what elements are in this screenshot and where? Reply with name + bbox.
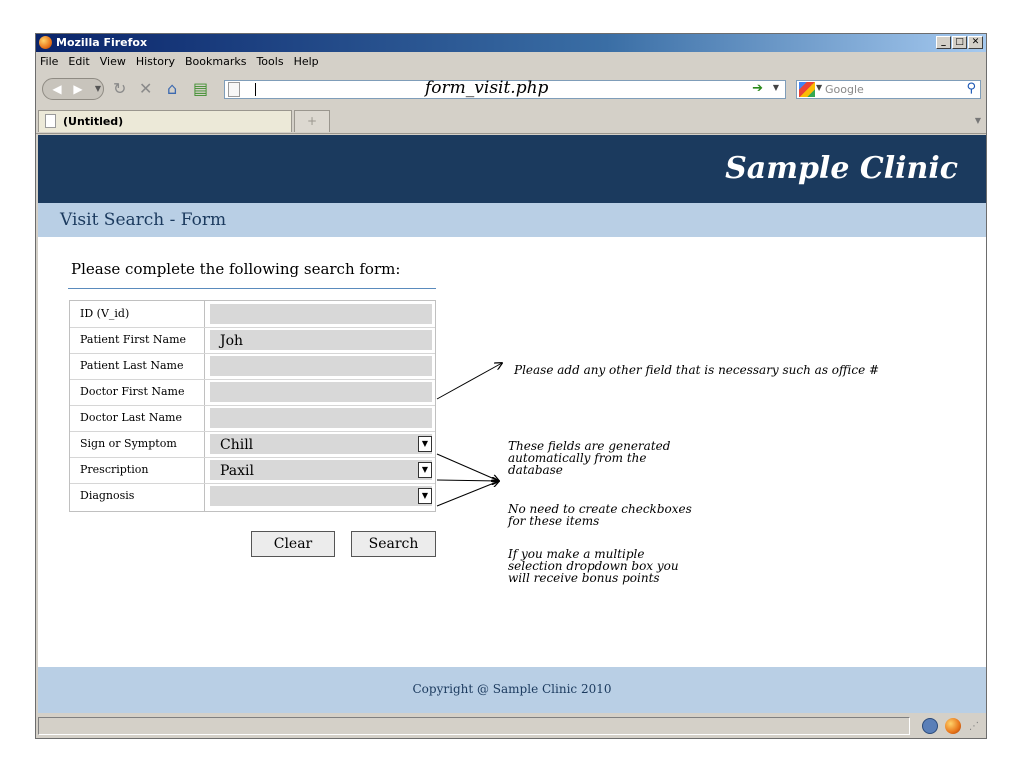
menu-bar	[36, 52, 986, 72]
menu-view[interactable]: View	[99, 55, 126, 68]
arrow-line	[437, 481, 499, 506]
close-button[interactable]: ✕	[968, 36, 983, 49]
form-heading: Please complete the following search form:	[71, 260, 401, 278]
symptom-select-value: Chill	[220, 437, 254, 453]
firefox-logo-icon	[39, 36, 52, 49]
annotation-line: No need to create checkboxes	[508, 502, 692, 516]
go-arrow-icon[interactable]: ➔	[752, 81, 763, 96]
bookmark-add-icon[interactable]: ▤	[193, 79, 209, 98]
tab-untitled[interactable]	[38, 110, 292, 132]
field-label: Patient Last Name	[80, 359, 184, 372]
tab-label: (Untitled)	[63, 115, 124, 128]
field-label: Patient First Name	[80, 333, 187, 346]
clear-button[interactable]: Clear	[251, 531, 335, 557]
search-icon[interactable]: ⚲	[966, 81, 976, 96]
annotation-line: for these items	[508, 514, 600, 528]
tab-list-icon[interactable]: ▼	[974, 116, 982, 125]
title-bar	[36, 34, 986, 52]
menu-bookmarks[interactable]: Bookmarks	[184, 55, 247, 68]
annotation-bonus	[508, 548, 679, 584]
annotation-generated	[508, 440, 670, 476]
address-bar[interactable]	[224, 80, 786, 99]
site-brand: Sample Clinic	[725, 151, 958, 186]
reload-icon[interactable]: ↻	[113, 79, 127, 98]
chevron-down-icon[interactable]: ▼	[418, 488, 432, 504]
forward-arrow-icon[interactable]: ▶	[73, 82, 83, 96]
menu-edit[interactable]: Edit	[68, 55, 90, 68]
field-label: Doctor First Name	[80, 385, 185, 398]
firefox-logo-icon[interactable]	[945, 718, 961, 734]
navigation-toolbar	[36, 73, 986, 105]
annotation-checkboxes	[508, 503, 692, 527]
page-icon	[228, 82, 240, 97]
search-bar[interactable]	[796, 80, 981, 99]
back-arrow-icon[interactable]: ◀	[52, 82, 62, 96]
chevron-down-icon[interactable]: ▼	[418, 462, 432, 478]
compass-icon[interactable]	[922, 718, 938, 734]
menu-file[interactable]: File	[40, 55, 59, 68]
engine-dropdown-icon[interactable]: ▼	[816, 83, 823, 92]
arrow-line	[437, 454, 499, 481]
maximize-button[interactable]: □	[952, 36, 967, 49]
annotation-line: database	[508, 463, 563, 477]
browser-window	[35, 33, 987, 739]
back-forward-group	[42, 78, 104, 100]
address-url[interactable]: form_visit.php	[425, 78, 549, 98]
menu-tools[interactable]: Tools	[256, 55, 284, 68]
copyright-text: Copyright @ Sample Clinic 2010	[412, 682, 612, 696]
window-title: Mozilla Firefox	[56, 36, 148, 49]
minimize-button[interactable]: _	[936, 36, 951, 49]
home-icon[interactable]: ⌂	[167, 79, 178, 98]
annotation-line: These fields are generated	[508, 439, 671, 453]
menu-history[interactable]: History	[135, 55, 175, 68]
search-placeholder[interactable]: Google	[825, 83, 864, 96]
prescription-select-value: Paxil	[220, 463, 254, 479]
new-tab-button[interactable]: +	[294, 110, 330, 132]
patient-first-name-input[interactable]: Joh	[210, 330, 432, 350]
site-footer	[38, 667, 986, 713]
annotation-line: will receive bonus points	[508, 571, 660, 585]
page-title: Visit Search - Form	[60, 210, 227, 230]
search-button[interactable]: Search	[351, 531, 436, 557]
annotation-line: selection dropdown box you	[508, 559, 679, 573]
field-label: Prescription	[80, 463, 149, 476]
annotation-line: automatically from the	[508, 451, 647, 465]
arrow-line	[437, 480, 499, 481]
tab-bar	[36, 107, 986, 134]
annotation-arrows	[38, 135, 986, 713]
page-content	[38, 135, 986, 713]
arrow-line	[437, 363, 502, 399]
menu-help[interactable]: Help	[293, 55, 319, 68]
field-label: ID (V_id)	[80, 307, 130, 320]
status-text-panel	[38, 717, 910, 735]
text-caret	[255, 83, 256, 96]
google-logo-icon[interactable]	[799, 82, 815, 97]
resize-grip-icon[interactable]: ⋰	[969, 721, 979, 732]
field-label: Diagnosis	[80, 489, 135, 502]
annotation-line: If you make a multiple	[508, 547, 645, 561]
annotation-other-field: Please add any other field that is necessary such as office #	[514, 363, 880, 377]
page-icon	[45, 114, 56, 128]
chevron-down-icon[interactable]: ▼	[772, 83, 779, 92]
field-label: Doctor Last Name	[80, 411, 182, 424]
chevron-down-icon[interactable]: ▼	[418, 436, 432, 452]
stop-icon[interactable]: ✕	[139, 79, 153, 98]
history-dropdown-icon[interactable]: ▼	[94, 84, 102, 93]
field-label: Sign or Symptom	[80, 437, 177, 450]
status-bar	[36, 715, 986, 738]
